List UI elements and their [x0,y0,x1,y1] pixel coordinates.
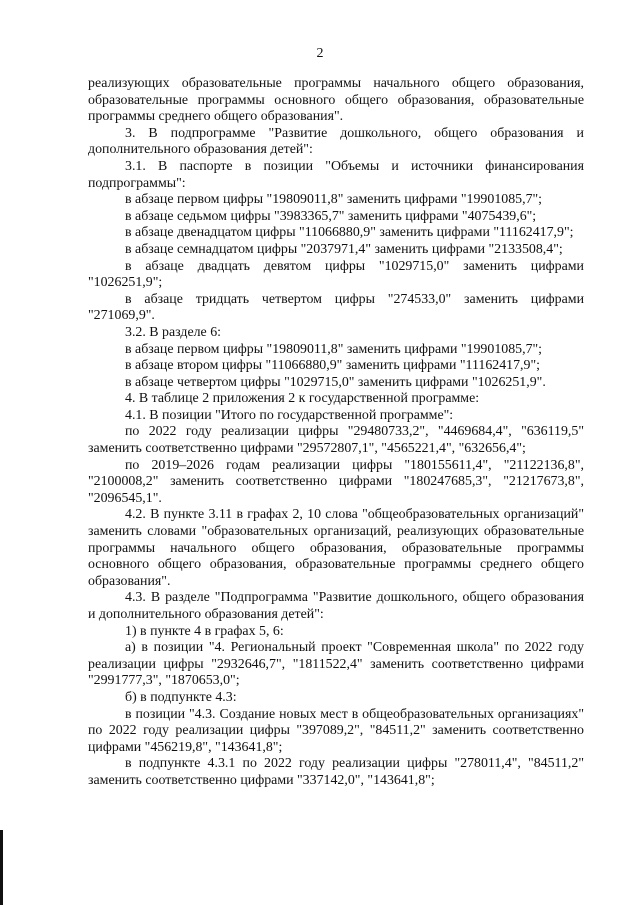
paragraph: в абзаце двенадцатом цифры "11066880,9" заменить цифрами "11162417,9"; [125,225,574,241]
paragraph: 4.2. В пункте 3.11 в графах 2, 10 слова "общеобразовательных организаций" заменить словами "образовательных организаций, реализующих образовательные программы начального общего образования, образовательные программы основного общего образования, образовательные программы среднего общего образования". [88,507,584,589]
paragraph: в позиции "4.3. Создание новых мест в общеобразовательных организациях" по 2022 году реализации цифры "397089,2", "84511,2" заменить соответственно цифрами "456219,8", "143641,8"; [88,706,584,755]
paragraph: в абзаце седьмом цифры "3983365,7" заменить цифрами "4075439,6"; [125,208,537,224]
paragraph: 3.2. В разделе 6: [125,324,221,340]
paragraph: в абзаце тридцать четвертом цифры "274533,0" заменить цифрами "271069,9". [88,291,584,324]
paragraph: 4.1. В позиции "Итого по государственной программе": [125,407,454,423]
paragraph: в абзаце двадцать девятом цифры "1029715,0" заменить цифрами "1026251,9"; [88,258,584,291]
document-body [88,76,584,790]
paragraph: в абзаце семнадцатом цифры "2037971,4" заменить цифрами "2133508,4"; [125,241,563,257]
paragraph: б) в подпункте 4.3: [125,689,237,705]
paragraph: по 2022 году реализации цифры "29480733,2", "4469684,4", "636119,5" заменить соответственно цифрами "29572807,1", "4565221,4", "632656,4"; [88,424,584,457]
paragraph: в абзаце первом цифры "19809011,8" заменить цифрами "19901085,7"; [125,192,543,208]
paragraph: в абзаце втором цифры "11066880,9" заменить цифрами "11162417,9"; [125,358,540,374]
scan-edge-mark [0,830,3,905]
paragraph: 4. В таблице 2 приложения 2 к государственной программе: [125,391,480,407]
paragraph: по 2019–2026 годам реализации цифры "180155611,4", "21122136,8", "2100008,2" заменить соответственно цифрами "180247685,3", "21217673,8", "2096545,1". [88,457,584,506]
paragraph: в подпункте 4.3.1 по 2022 году реализации цифры "278011,4", "84511,2" заменить соответственно цифрами "337142,0", "143641,8"; [88,756,584,788]
paragraph: 4.3. В разделе "Подпрограмма "Развитие дошкольного, общего образования и дополнительного образования детей": [88,590,584,622]
paragraph: в абзаце четвертом цифры "1029715,0" заменить цифрами "1026251,9". [125,374,546,390]
paragraph: 3. В подпрограмме "Развитие дошкольного, общего образования и дополнительного образования детей": [88,125,584,158]
paragraph: реализующих образовательные программы начального общего образования, образовательные программы основного общего образования, образовательные программы среднего общего образования". [88,76,584,125]
paragraph: 3.1. В паспорте в позиции "Объемы и источники финансирования подпрограммы": [88,158,584,191]
paragraph: 1) в пункте 4 в графах 5, 6: [125,623,284,639]
page-number: 2 [316,46,324,61]
paragraph: в абзаце первом цифры "19809011,8" заменить цифрами "19901085,7"; [125,341,543,357]
paragraph: а) в позиции "4. Региональный проект "Современная школа" по 2022 году реализации цифры "2932646,7", "1811522,4" заменить соответственно цифрами "2991777,3", "1870653,0"; [88,640,584,689]
